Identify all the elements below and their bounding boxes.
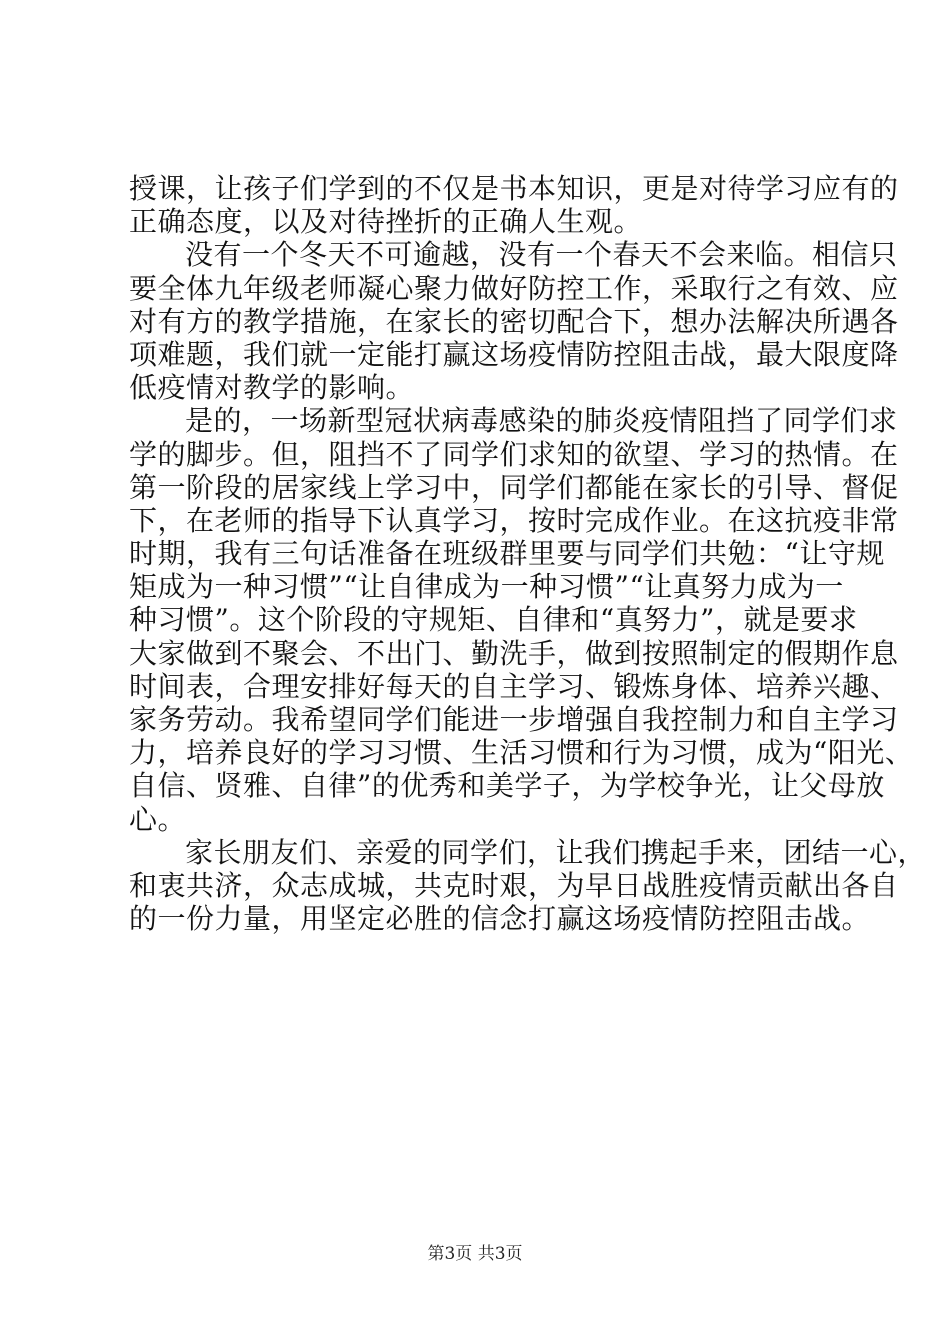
text-line: 授课，让孩子们学到的不仅是书本知识，更是对待学习应有的: [129, 172, 899, 205]
text-line: 家长朋友们、亲爱的同学们，让我们携起手来，团结一心，: [185, 835, 927, 869]
text-line: 学的脚步。但，阻挡不了同学们求知的欲望、学习的热情。在: [129, 437, 899, 471]
text-line: 心。: [129, 802, 187, 836]
text-line: 的一份力量，用坚定必胜的信念打赢这场疫情防控阻击战。: [129, 902, 871, 936]
text-line: 项难题，我们就一定能打赢这场疫情防控阻击战，最大限度降: [129, 337, 899, 371]
text-line: 对有方的教学措施，在家长的密切配合下，想办法解决所遇各: [129, 304, 899, 338]
text-line: 第一阶段的居家线上学习中，同学们都能在家长的引导、督促: [129, 470, 899, 504]
page-footer: 第3页 共3页: [427, 1244, 523, 1264]
text-line: 是的，一场新型冠状病毒感染的肺炎疫情阻挡了同学们求: [185, 404, 898, 438]
body-text: [129, 172, 927, 936]
text-line: 低疫情对教学的影响。: [129, 371, 415, 405]
text-line: 力，培养良好的学习习惯、生活习惯和行为习惯，成为“阳光、: [129, 736, 914, 770]
text-line: 家务劳动。我希望同学们能进一步增强自我控制力和自主学习: [129, 703, 899, 736]
text-line: 自信、贤雅、自律”的优秀和美学子，为学校争光，让父母放: [129, 769, 885, 803]
text-line: 要全体九年级老师凝心聚力做好防控工作，采取行之有效、应: [129, 271, 899, 305]
text-line: 时期，我有三句话准备在班级群里要与同学们共勉：“让守规: [129, 537, 885, 571]
text-line: 没有一个冬天不可逾越，没有一个春天不会来临。相信只: [185, 238, 898, 272]
text-line: 矩成为一种习惯”“让自律成为一种习惯”“让真努力成为一: [129, 570, 844, 604]
text-line: 下，在老师的指导下认真学习，按时完成作业。在这抗疫非常: [129, 503, 899, 537]
text-line: 和衷共济，众志成城，共克时艰，为早日战胜疫情贡献出各自: [129, 868, 899, 902]
text-line: 时间表，合理安排好每天的自主学习、锻炼身体、培养兴趣、: [129, 669, 899, 703]
text-line: 正确态度，以及对待挫折的正确人生观。: [129, 205, 643, 239]
text-line: 种习惯”。这个阶段的守规矩、自律和“真努力”，就是要求: [129, 603, 858, 637]
text-line: 大家做到不聚会、不出门、勤洗手，做到按照制定的假期作息: [129, 636, 899, 670]
